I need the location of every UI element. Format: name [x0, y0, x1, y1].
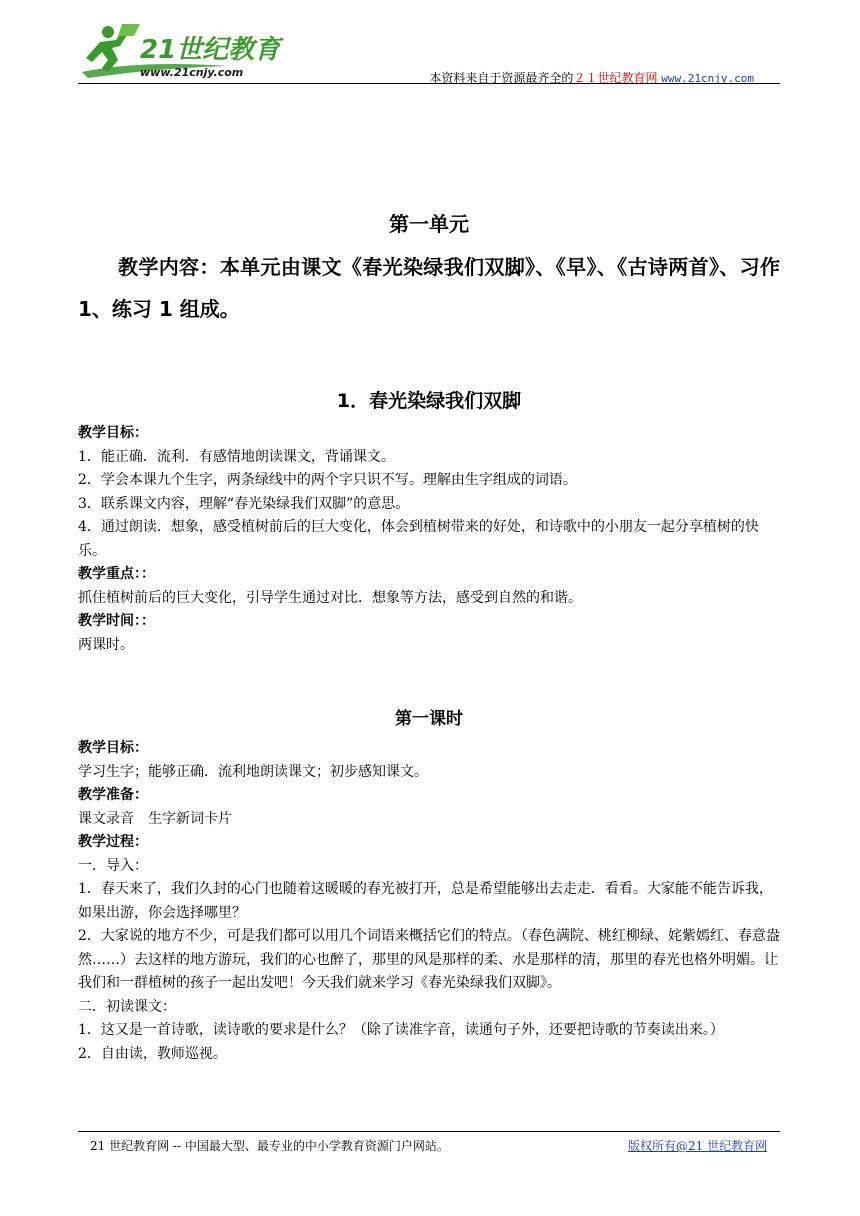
logo-wordmark: 21世纪教育 [140, 35, 281, 65]
section-label: 教学时间：： [78, 613, 155, 629]
section-label: 教学目标： [78, 425, 148, 441]
section-line: 一．导入： [78, 857, 148, 874]
section-line: 2．自由读，教师巡视。 [78, 1045, 227, 1062]
lesson-title: 1．春光染绿我们双脚 [336, 390, 522, 412]
footer-site-description: 21 世纪教育网 -- 中国最大型、最专业的中小学教育资源门户网站。 [90, 1139, 449, 1153]
section-label: 教学目标： [78, 740, 148, 756]
section-line: 4．通过朗读．想象，感受植树前后的巨大变化，体会到植树带来的好处，和诗歌中的小朋友一起分享植树的快乐。 [78, 519, 759, 559]
header-note-prefix: 本资料来自于资源最齐全的 [429, 71, 574, 85]
period-title: 第一课时 [395, 709, 463, 729]
section-label: 教学准备： [78, 787, 148, 803]
section-line: 二．初读课文： [78, 998, 176, 1015]
site-logo[interactable] [78, 22, 288, 84]
unit-intro: 教学内容：本单元由课文《春光染绿我们双脚》、《早》、《古诗两首》、习作 1、练习 1 组成。 [78, 255, 780, 321]
footer-copyright-link[interactable]: 版权所有@21 世纪教育网 [628, 1139, 768, 1153]
section-line: 课文录音 生字新词卡片 [78, 810, 232, 827]
section-label: 教学过程： [78, 834, 148, 850]
section-line: 1．春天来了，我们久封的心门也随着这暖暖的春光被打开，总是希望能够出去走走．看看。大家能不能告诉我，如果出游，你会选择哪里？ [78, 881, 773, 921]
unit-title: 第一单元 [389, 212, 469, 236]
section-line: 3．联系课文内容，理解“春光染绿我们双脚”的意思。 [78, 495, 410, 512]
section-line: 1．这又是一首诗歌，读诗歌的要求是什么？（除了读准字音，读通句子外，还要把诗歌的节奏读出来。） [78, 1022, 724, 1038]
header-note-site: ２１世纪教育网 [573, 71, 658, 85]
period-sections [78, 737, 780, 1066]
page-header [78, 22, 780, 86]
section-line: 学习生字；能够正确．流利地朗读课文；初步感知课文。 [78, 763, 428, 780]
section-label: 教学重点：： [78, 566, 155, 582]
header-note-url[interactable]: www.21cnjy.com [661, 72, 754, 85]
lesson-sections [78, 422, 780, 657]
header-divider [78, 83, 780, 84]
section-line: 1．能正确．流利．有感情地朗读课文，背诵课文。 [78, 448, 395, 465]
logo-url: www.21cnjy.com [140, 66, 244, 79]
section-line: 2．学会本课九个生字，两条绿线中的两个字只识不写。理解由生字组成的词语。 [78, 472, 577, 488]
section-line: 抓住植树前后的巨大变化，引导学生通过对比．想象等方法，感受到自然的和谐。 [78, 589, 582, 606]
section-line: 2．大家说的地方不少，可是我们都可以用几个词语来概括它们的特点。（春色满院、桃红柳绿、姹紫嫣红、春意盎然……）去这样的地方游玩，我们的心也醉了，那里的风是那样的柔、水是那样的清，那里的春光也格外明媚。让我们和一群植树的孩子一起出发吧！今天我们就来学习《春光染绿我们双脚》。 [78, 928, 780, 991]
runner-logo-icon [78, 22, 288, 84]
section-line: 两课时。 [78, 636, 134, 653]
footer-divider [78, 1131, 780, 1132]
